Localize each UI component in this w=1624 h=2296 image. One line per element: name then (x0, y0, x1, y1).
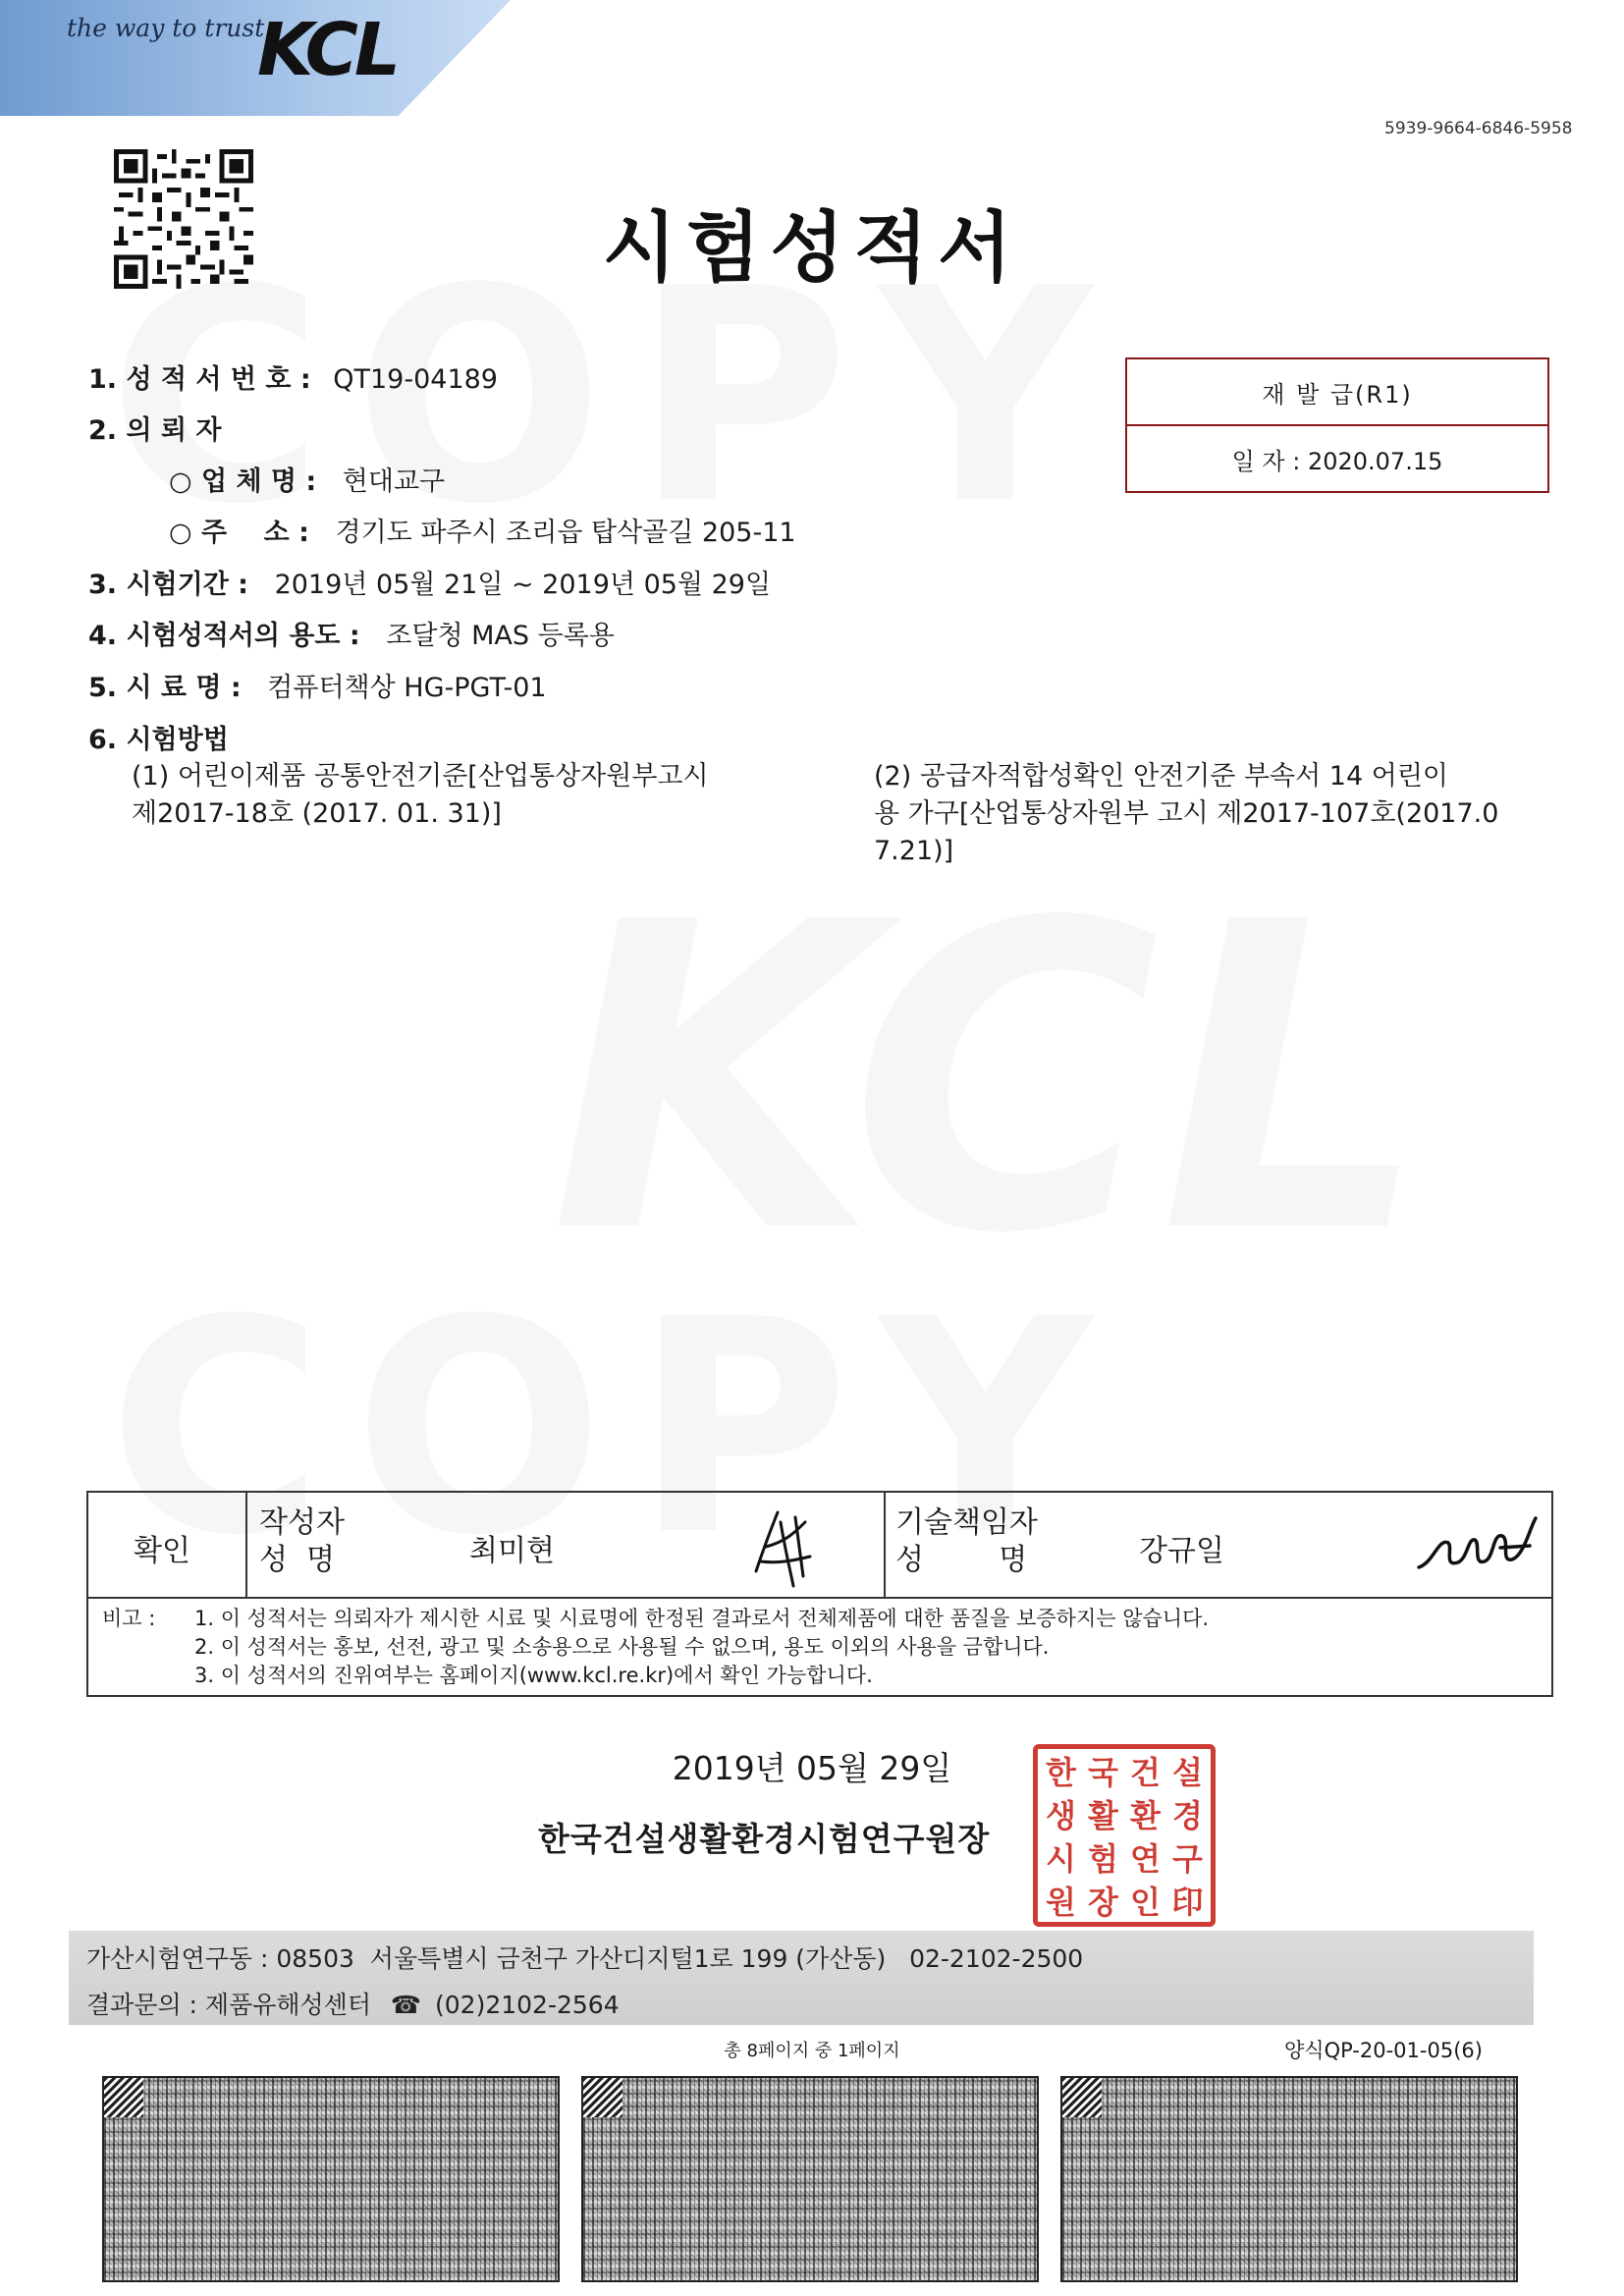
phone-icon: ☎ (390, 1991, 422, 2019)
seal-char: 印 (1171, 1884, 1204, 1921)
reissue-label: 재 발 급(R1) (1127, 359, 1547, 426)
report-number-value: QT19-04189 (333, 364, 498, 395)
report-number-row (88, 357, 498, 396)
tech-signature-icon (1414, 1508, 1542, 1587)
seal-char: 한 (1046, 1754, 1076, 1791)
seal-char: 경 (1172, 1797, 1203, 1834)
method-1-line-2: 제2017-18호 (2017. 01. 31)] (132, 798, 502, 829)
reissue-date: 일 자 : 2020.07.15 (1231, 447, 1443, 475)
address-value: 경기도 파주시 조리읍 탑삭골길 205-11 (335, 518, 796, 548)
author-label-line-2: 성 명 (259, 1543, 336, 1577)
method-2 (874, 758, 1498, 870)
kcl-logo: KCL (257, 8, 398, 92)
client-label: 2. 의 뢰 자 (88, 415, 222, 446)
author-name: 최미현 (469, 1534, 555, 1568)
company-row (169, 460, 445, 498)
seal-char: 원 (1046, 1884, 1076, 1921)
remark-2: 2. 이 성적서는 홍보, 선전, 광고 및 소송용으로 사용될 수 없으며, 용도 이외의 사용을 금합니다. (194, 1635, 1050, 1659)
method-label: 6. 시험방법 (88, 725, 229, 755)
tech-label-line-1: 기술책임자 (895, 1505, 1038, 1540)
author-label-line-1: 작성자 (259, 1505, 345, 1540)
author-signature-icon (736, 1503, 825, 1591)
tech-label-line-2: 성 명 (895, 1543, 1028, 1577)
seal-char: 건 (1130, 1754, 1161, 1791)
seal-char: 인 (1130, 1884, 1161, 1921)
remark-1: 1. 이 성적서는 의뢰자가 제시한 시료 및 시료명에 한정된 결과로서 전체제품에 대한 품질을 보증하지는 않습니다. (194, 1607, 1210, 1630)
seal-char: 국 (1088, 1754, 1118, 1791)
security-barcode-3 (1060, 2076, 1518, 2282)
page-info: 총 8페이지 중 1페이지 (724, 2041, 900, 2061)
remarks-label: 비고 : (102, 1607, 156, 1630)
method-2-line-1: (2) 공급자적합성확인 안전기준 부속서 14 어린이 (874, 761, 1448, 792)
issue-date: 2019년 05월 29일 (672, 1749, 952, 1787)
watermark-kcl (550, 835, 1429, 1326)
period-value: 2019년 05월 21일 ~ 2019년 05월 29일 (274, 570, 772, 600)
purpose-label: 4. 시험성적서의 용도 : (88, 621, 360, 651)
tech-manager-label (895, 1504, 1038, 1579)
official-seal (1033, 1744, 1216, 1927)
tech-manager-name: 강규일 (1139, 1534, 1224, 1568)
period-row (88, 563, 771, 601)
method-1-line-1: (1) 어린이제품 공통안전기준[산업통상자원부고시 (132, 761, 709, 792)
seal-char: 험 (1088, 1840, 1118, 1878)
sample-row (88, 666, 547, 704)
seal-char: 장 (1088, 1884, 1118, 1921)
institute-name: 한국건설생활환경시험연구원장 (538, 1820, 991, 1858)
method-2-line-2: 용 가구[산업통상자원부 고시 제2017-107호(2017.0 (874, 798, 1499, 829)
security-barcode-2 (581, 2076, 1039, 2282)
signature-row (88, 1493, 1551, 1599)
footer-contact-label: 결과문의 : 제품유해성센터 (86, 1991, 371, 2019)
company-label: ○ 업 체 명 : (169, 466, 317, 497)
purpose-value: 조달청 MAS 등록용 (386, 621, 615, 651)
security-barcode-1 (102, 2076, 560, 2282)
seal-char: 활 (1088, 1797, 1118, 1834)
method-2-line-3: 7.21)] (874, 836, 954, 866)
address-row (169, 511, 796, 549)
confirm-label: 확인 (134, 1534, 190, 1568)
tagline: the way to trust (67, 14, 265, 42)
seal-char: 연 (1130, 1840, 1161, 1878)
remark-3: 3. 이 성적서의 진위여부는 홈페이지(www.kcl.re.kr)에서 확인 가능합니다. (194, 1664, 873, 1687)
reissue-box (1125, 357, 1549, 493)
sample-value: 컴퓨터책상 HG-PGT-01 (267, 673, 547, 703)
company-value: 현대교구 (342, 466, 446, 497)
page-title: 시험성적서 (602, 204, 1022, 293)
address-label: ○ 주 소 : (169, 518, 309, 548)
form-code: 양식QP-20-01-05(6) (1284, 2039, 1483, 2062)
seal-char: 생 (1046, 1797, 1076, 1834)
seal-char: 환 (1130, 1797, 1161, 1834)
sample-label: 5. 시 료 명 : (88, 673, 242, 703)
period-label: 3. 시험기간 : (88, 570, 248, 600)
confirmation-table (86, 1491, 1553, 1697)
footer-address: 가산시험연구동 : 08503 서울특별시 금천구 가산디지털1로 199 (가산동) 02-2102-2500 (86, 1944, 1084, 1973)
footer-phone: (02)2102-2564 (435, 1991, 620, 2019)
footer-contact (86, 1986, 620, 2021)
seal-char: 시 (1046, 1840, 1076, 1878)
method-1 (132, 758, 709, 833)
author-label (259, 1504, 345, 1579)
report-number-label: 1. 성 적 서 번 호 : (88, 364, 311, 395)
seal-char: 설 (1172, 1754, 1203, 1791)
purpose-row (88, 614, 615, 652)
document-number: 5939-9664-6846-5958 (1384, 119, 1573, 138)
seal-char: 구 (1172, 1840, 1203, 1878)
